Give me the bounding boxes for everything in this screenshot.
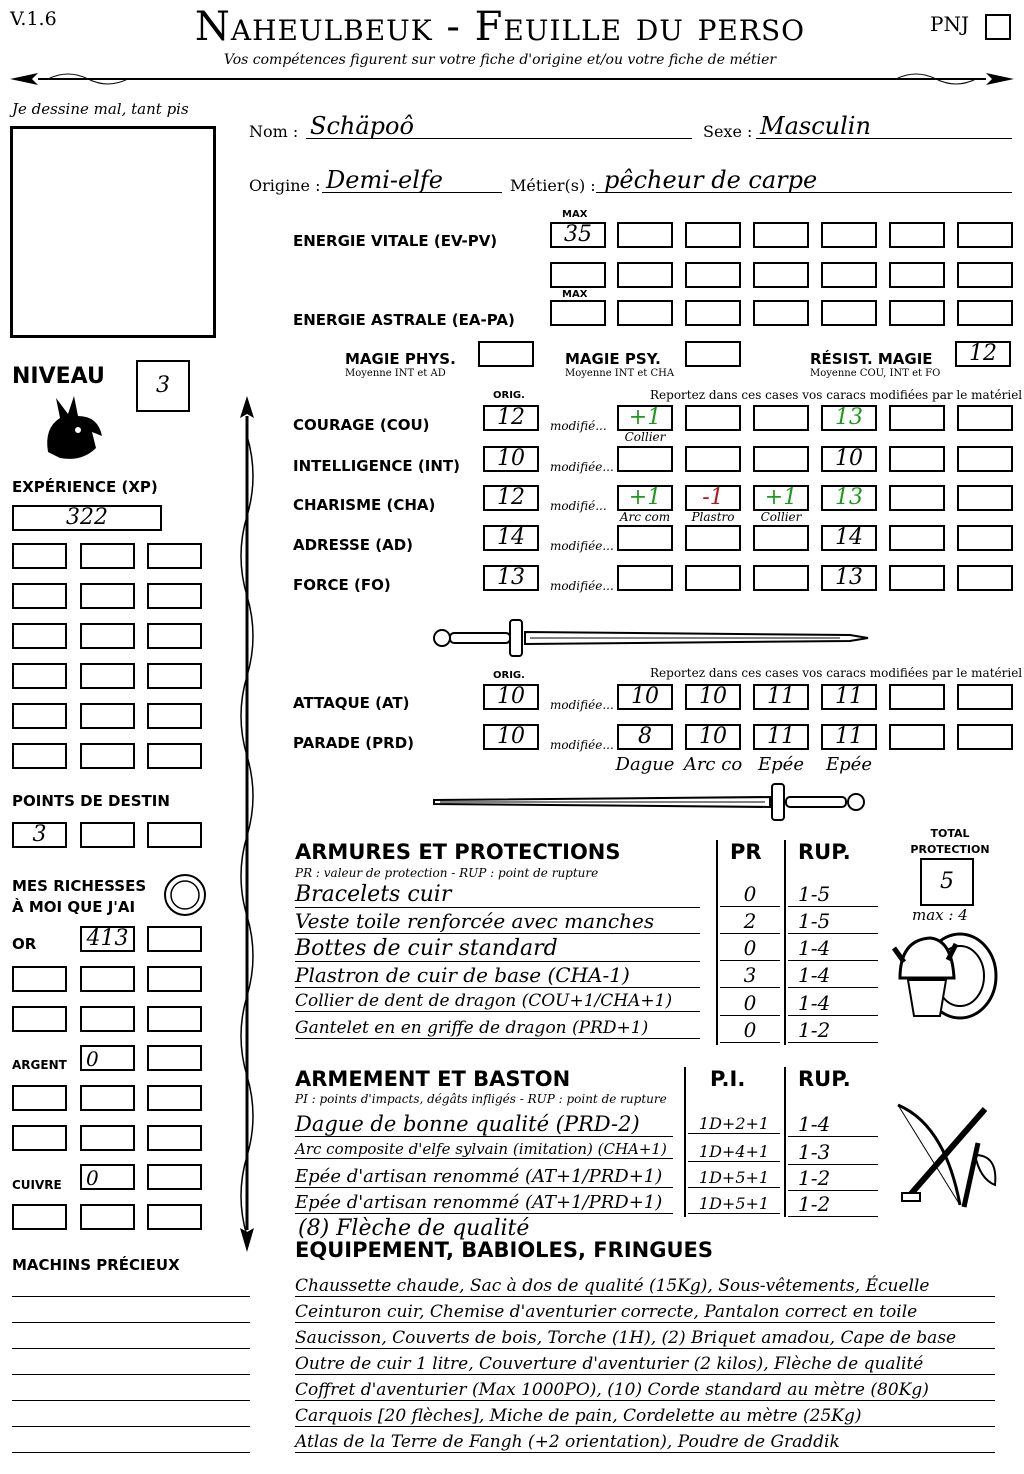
weapons-icon xyxy=(890,1095,1005,1215)
ev-box[interactable] xyxy=(889,222,945,248)
xp-box[interactable] xyxy=(12,543,67,569)
armures-note: PR : valeur de protection - RUP : point de rupture xyxy=(295,866,599,880)
destin-value: 3 xyxy=(32,822,47,847)
arme-item[interactable] xyxy=(295,1166,673,1188)
armement-note: PI : points d'impacts, dégâts infligés - RUP : point de rupture xyxy=(295,1092,667,1106)
destin-box-2[interactable] xyxy=(80,822,135,848)
ev-box[interactable] xyxy=(685,262,741,288)
helmet-shield-icon xyxy=(890,928,1000,1023)
ea-box[interactable] xyxy=(753,300,809,326)
stat-orig-box[interactable] xyxy=(483,405,539,431)
stat-label: INTELLIGENCE (INT) xyxy=(293,457,460,475)
arme-name: Epée d'artisan renommé (AT+1/PRD+1) xyxy=(295,1166,663,1187)
stat-modifie-label: modifiée... xyxy=(550,579,614,593)
stat-mod-value: +1 xyxy=(764,485,798,510)
magie-phys-label: MAGIE PHYS. xyxy=(345,350,456,368)
or-label: OR xyxy=(12,935,37,953)
argent-box-8[interactable] xyxy=(147,1125,202,1151)
stat-mod-box[interactable] xyxy=(957,525,1013,551)
metier-label: Métier(s) : xyxy=(510,176,596,195)
stat-mod-box[interactable] xyxy=(821,485,877,511)
equipement-text: Coffret d'aventurier (Max 1000PO), (10) Corde standard au mètre (80Kg) xyxy=(295,1380,929,1400)
combat-orig-box[interactable] xyxy=(483,724,539,750)
armure-pr: 2 xyxy=(720,909,780,934)
arme-item[interactable] xyxy=(295,1140,673,1159)
origine-label: Origine : xyxy=(249,176,321,195)
stat-orig-value: 12 xyxy=(497,485,525,510)
ea-max-label: MAX xyxy=(562,289,588,300)
combat-mod-box[interactable] xyxy=(889,684,945,710)
origine-field[interactable] xyxy=(322,166,502,193)
or-box-3[interactable] xyxy=(12,966,67,992)
stat-mod-box[interactable] xyxy=(957,485,1013,511)
spear-divider-icon xyxy=(8,68,1016,90)
armures-divider xyxy=(716,840,718,1045)
stat-mod-box[interactable] xyxy=(753,405,809,431)
armure-pr: 0 xyxy=(720,991,780,1016)
equipement-text: Saucisson, Couverts de bois, Torche (1H), (2) Briquet amadou, Cape de base xyxy=(295,1328,957,1348)
stat-mod-box[interactable] xyxy=(889,565,945,591)
armure-item[interactable] xyxy=(295,882,700,908)
equipement-text: Carquois [20 flèches], Miche de pain, Cordelette au mètre (25Kg) xyxy=(295,1406,862,1426)
magie-psy-label: MAGIE PSY. xyxy=(565,350,661,368)
stat-mod-box[interactable] xyxy=(889,485,945,511)
resist-magie-value: 12 xyxy=(969,341,997,366)
combat-mod-box[interactable] xyxy=(821,724,877,750)
total-protection-box[interactable] xyxy=(920,858,974,906)
cuivre-box-3[interactable] xyxy=(12,1204,67,1230)
ev-box[interactable] xyxy=(821,262,877,288)
staff-icon xyxy=(232,396,262,1252)
stat-label: ADRESSE (AD) xyxy=(293,536,414,554)
stat-modifie-label: modifiée... xyxy=(550,460,614,474)
xp-box[interactable] xyxy=(12,703,67,729)
ev-box[interactable] xyxy=(550,262,606,288)
stat-modifie-label: modifié... xyxy=(550,419,607,433)
ea-box[interactable] xyxy=(617,300,673,326)
ev-max-box[interactable] xyxy=(550,222,606,248)
nom-value: Schäpoô xyxy=(310,112,414,140)
arme-rup: 1-4 xyxy=(788,1112,878,1137)
armure-name: Bracelets cuir xyxy=(295,882,452,907)
xp-box[interactable] xyxy=(12,583,67,609)
arme-pi: 1D+2+1 xyxy=(688,1114,780,1134)
sword-icon xyxy=(430,618,870,658)
stat-mod-box[interactable] xyxy=(889,525,945,551)
stat-mod-value: +1 xyxy=(628,485,662,510)
niveau-box[interactable] xyxy=(136,360,190,412)
combat-orig-value: 10 xyxy=(497,684,525,709)
stat-orig-box[interactable] xyxy=(483,565,539,591)
ev-box[interactable] xyxy=(753,262,809,288)
stat-orig-value: 10 xyxy=(497,446,525,471)
equipement-title: EQUIPEMENT, BABIOLES, FRINGUES xyxy=(295,1238,713,1262)
resist-magie-label: RÉSIST. MAGIE xyxy=(810,350,933,368)
xp-box[interactable] xyxy=(80,543,135,569)
nom-label: Nom : xyxy=(249,122,299,141)
metier-value: pêcheur de carpe xyxy=(604,166,818,194)
combat-modifie-label: modifiée... xyxy=(550,738,614,752)
armure-pr: 0 xyxy=(720,936,780,961)
combat-mod-value: 8 xyxy=(638,724,652,749)
arme-pi: 1D+5+1 xyxy=(688,1194,780,1214)
destin-box[interactable] xyxy=(12,822,67,848)
argent-label: ARGENT xyxy=(12,1058,67,1072)
stat-mod-box[interactable] xyxy=(753,565,809,591)
stat-mod-box[interactable] xyxy=(617,525,673,551)
niveau-value: 3 xyxy=(156,373,170,398)
combat-mod-value: 10 xyxy=(699,724,727,749)
argent-box[interactable] xyxy=(80,1045,135,1071)
combat-mod-value: 10 xyxy=(631,684,659,709)
sexe-value: Masculin xyxy=(760,112,871,140)
xp-box[interactable] xyxy=(80,583,135,609)
pnj-label: PNJ xyxy=(930,12,969,36)
ev-max-label: MAX xyxy=(562,209,588,220)
resist-magie-box[interactable] xyxy=(955,341,1011,367)
equipement-text: Outre de cuir 1 litre, Couverture d'aventurier (2 kilos), Flèche de qualité xyxy=(295,1354,924,1374)
arme-item[interactable] xyxy=(295,1192,673,1214)
armure-item[interactable] xyxy=(295,963,700,988)
stat-mod-box[interactable] xyxy=(889,405,945,431)
report-note-combat: Reportez dans ces cases vos caracs modifiées par le matériel xyxy=(650,666,1023,680)
combat-label: ATTAQUE (AT) xyxy=(293,694,410,712)
weapon-note: Arc co xyxy=(683,754,743,775)
stat-orig-box[interactable] xyxy=(483,485,539,511)
stat-mod-box[interactable] xyxy=(685,485,741,511)
armure-item[interactable] xyxy=(295,1018,700,1039)
armure-item[interactable] xyxy=(295,936,700,962)
argent-box-7[interactable] xyxy=(80,1125,135,1151)
armure-item[interactable] xyxy=(295,991,700,1012)
stat-mod-box[interactable] xyxy=(821,446,877,472)
subtitle: Vos compétences figurent sur votre fiche d'origine et/ou votre fiche de métier xyxy=(223,52,777,68)
stat-note: Collier xyxy=(760,510,802,524)
ev-box[interactable] xyxy=(753,222,809,248)
cuivre-label: CUIVRE xyxy=(12,1178,62,1192)
magie-phys-note: Moyenne INT et AD xyxy=(345,368,446,379)
armure-name: Collier de dent de dragon (COU+1/CHA+1) xyxy=(295,991,673,1011)
stat-mod-box[interactable] xyxy=(617,485,673,511)
machins-line[interactable] xyxy=(12,1348,250,1349)
weapon-note: Dague xyxy=(615,754,675,775)
stat-mod-box[interactable] xyxy=(685,525,741,551)
stat-mod-box[interactable] xyxy=(617,565,673,591)
combat-mod-value: 11 xyxy=(835,684,863,709)
argent-box-3[interactable] xyxy=(12,1085,67,1111)
portrait-box[interactable] xyxy=(10,126,216,338)
equipement-line[interactable] xyxy=(295,1302,995,1323)
cuivre-value: 0 xyxy=(86,1166,99,1190)
arme-item[interactable] xyxy=(295,1112,673,1137)
arme-name: Dague de bonne qualité (PRD-2) xyxy=(295,1112,640,1136)
total-protection-label: TOTAL PROTECTION xyxy=(910,827,990,856)
argent-box-4[interactable] xyxy=(80,1085,135,1111)
armure-pr: 3 xyxy=(720,963,780,988)
argent-box-6[interactable] xyxy=(12,1125,67,1151)
ev-max-value: 35 xyxy=(564,222,592,247)
origine-value: Demi-elfe xyxy=(326,166,443,194)
combat-mod-value: 10 xyxy=(699,684,727,709)
armement-pi-label: P.I. xyxy=(710,1067,746,1091)
ea-max-box[interactable] xyxy=(550,300,606,326)
ev-box[interactable] xyxy=(617,222,673,248)
xp-box[interactable] xyxy=(80,623,135,649)
stat-mod-value: 13 xyxy=(835,485,863,510)
combat-mod-box[interactable] xyxy=(685,684,741,710)
stat-mod-box[interactable] xyxy=(685,405,741,431)
ea-box[interactable] xyxy=(889,300,945,326)
combat-mod-box[interactable] xyxy=(957,684,1013,710)
stat-mod-box[interactable] xyxy=(617,446,673,472)
cuivre-box-5[interactable] xyxy=(147,1204,202,1230)
xp-value: 322 xyxy=(66,505,108,530)
or-box-4[interactable] xyxy=(80,966,135,992)
armure-name: Bottes de cuir standard xyxy=(295,936,558,961)
combat-mod-box[interactable] xyxy=(753,724,809,750)
dragon-icon xyxy=(40,392,106,464)
xp-box[interactable] xyxy=(12,505,162,531)
arme-rup: 1-3 xyxy=(788,1140,878,1165)
stat-mod-box[interactable] xyxy=(685,446,741,472)
xp-box[interactable] xyxy=(147,703,202,729)
page-title: Naheulbeuk - Feuille du perso xyxy=(194,4,806,50)
argent-box-2[interactable] xyxy=(147,1045,202,1071)
stat-mod-box[interactable] xyxy=(753,446,809,472)
cuivre-box-2[interactable] xyxy=(147,1164,202,1190)
richesses-label: MES RICHESSES À MOI QUE J'AI xyxy=(12,877,147,916)
xp-box[interactable] xyxy=(147,623,202,649)
stat-label: CHARISME (CHA) xyxy=(293,496,436,514)
armure-pr: 0 xyxy=(720,1018,780,1043)
magie-psy-box[interactable] xyxy=(685,341,741,367)
combat-mod-value: 11 xyxy=(767,684,795,709)
armure-rup: 1-2 xyxy=(788,1018,878,1043)
armement-extra: (8) Flèche de qualité xyxy=(298,1216,530,1241)
machins-line[interactable] xyxy=(12,1322,250,1323)
xp-box[interactable] xyxy=(80,743,135,769)
xp-box[interactable] xyxy=(80,703,135,729)
xp-box[interactable] xyxy=(147,743,202,769)
stat-mod-box[interactable] xyxy=(957,405,1013,431)
niveau-label: NIVEAU xyxy=(12,364,105,389)
armement-rup-label: RUP. xyxy=(798,1067,851,1091)
stat-mod-value: 13 xyxy=(835,565,863,590)
or-value: 413 xyxy=(86,926,129,951)
xp-box[interactable] xyxy=(147,583,202,609)
armement-divider xyxy=(684,1067,686,1217)
argent-value: 0 xyxy=(86,1047,99,1071)
combat-mod-box[interactable] xyxy=(821,684,877,710)
stat-mod-box[interactable] xyxy=(957,565,1013,591)
cuivre-box-4[interactable] xyxy=(80,1204,135,1230)
ev-label: ENERGIE VITALE (EV-PV) xyxy=(293,232,498,250)
orig-label-combat: ORIG. xyxy=(493,670,525,681)
equipement-text: Atlas de la Terre de Fangh (+2 orientation), Poudre de Graddik xyxy=(295,1432,840,1452)
stat-orig-value: 12 xyxy=(497,405,525,430)
stat-mod-value: -1 xyxy=(702,485,724,510)
stat-mod-box[interactable] xyxy=(821,525,877,551)
equipement-line[interactable] xyxy=(295,1406,995,1427)
armement-title: ARMEMENT ET BASTON xyxy=(295,1067,571,1091)
equipement-text: Chaussette chaude, Sac à dos de qualité (15Kg), Sous-vêtements, Écuelle xyxy=(295,1276,930,1296)
stat-modifie-label: modifié... xyxy=(550,499,607,513)
stat-mod-box[interactable] xyxy=(617,405,673,431)
cuivre-box[interactable] xyxy=(80,1164,135,1190)
armure-name: Veste toile renforcée avec manches xyxy=(295,909,655,933)
equipement-line[interactable] xyxy=(295,1328,995,1349)
arme-rup: 1-2 xyxy=(788,1166,878,1191)
destin-box-3[interactable] xyxy=(147,822,202,848)
or-box-2[interactable] xyxy=(147,926,202,952)
stat-mod-box[interactable] xyxy=(821,405,877,431)
coin-icon xyxy=(162,872,208,918)
ea-box[interactable] xyxy=(957,300,1013,326)
sexe-field[interactable] xyxy=(756,112,1012,139)
arme-pi: 1D+5+1 xyxy=(688,1168,780,1188)
stat-mod-value: +1 xyxy=(628,405,662,430)
machins-line[interactable] xyxy=(12,1452,250,1453)
combat-mod-box[interactable] xyxy=(617,684,673,710)
report-note: Reportez dans ces cases vos caracs modifiées par le matériel xyxy=(650,388,1023,402)
ea-label: ENERGIE ASTRALE (EA-PA) xyxy=(293,311,515,329)
magie-phys-box[interactable] xyxy=(478,341,534,367)
stat-label: COURAGE (COU) xyxy=(293,416,430,434)
armure-rup: 1-4 xyxy=(788,936,878,961)
stat-note: Plastro xyxy=(691,510,735,524)
stat-mod-box[interactable] xyxy=(685,565,741,591)
combat-mod-value: 11 xyxy=(767,724,795,749)
nom-field[interactable] xyxy=(306,112,692,139)
weapon-note: Epée xyxy=(758,754,804,775)
magie-psy-note: Moyenne INT et CHA xyxy=(565,368,675,379)
stat-modifie-label: modifiée... xyxy=(550,539,614,553)
max-note: max : 4 xyxy=(912,906,968,924)
combat-orig-value: 10 xyxy=(497,724,525,749)
armures-title: ARMURES ET PROTECTIONS xyxy=(295,840,621,864)
equipement-line[interactable] xyxy=(295,1354,995,1375)
combat-mod-box[interactable] xyxy=(685,724,741,750)
arme-name: Epée d'artisan renommé (AT+1/PRD+1) xyxy=(295,1192,663,1213)
ea-box[interactable] xyxy=(685,300,741,326)
armure-rup: 1-5 xyxy=(788,909,878,934)
stat-note: Collier xyxy=(624,430,666,444)
arme-rup: 1-2 xyxy=(788,1192,878,1217)
armement-divider xyxy=(784,1067,786,1217)
sword-icon xyxy=(430,782,870,822)
armure-name: Gantelet en en griffe de dragon (PRD+1) xyxy=(295,1018,649,1038)
sexe-label: Sexe : xyxy=(703,122,753,141)
or-box-7[interactable] xyxy=(80,1006,135,1032)
stat-orig-value: 14 xyxy=(497,525,525,550)
xp-box[interactable] xyxy=(12,623,67,649)
ev-box[interactable] xyxy=(821,222,877,248)
or-box-6[interactable] xyxy=(12,1006,67,1032)
combat-mod-box[interactable] xyxy=(753,684,809,710)
resist-magie-note: Moyenne COU, INT et FO xyxy=(810,368,941,379)
version: V.1.6 xyxy=(10,8,57,30)
armure-rup: 1-4 xyxy=(788,963,878,988)
ev-box[interactable] xyxy=(957,262,1013,288)
combat-modifie-label: modifiée... xyxy=(550,698,614,712)
metier-field[interactable] xyxy=(596,166,1012,193)
stat-mod-box[interactable] xyxy=(821,565,877,591)
combat-label: PARADE (PRD) xyxy=(293,734,415,752)
machins-line[interactable] xyxy=(12,1374,250,1375)
ev-box[interactable] xyxy=(889,262,945,288)
armure-rup: 1-4 xyxy=(788,991,878,1016)
arme-name: Arc composite d'elfe sylvain (imitation) (CHA+1) xyxy=(295,1140,667,1158)
xp-box[interactable] xyxy=(147,663,202,689)
argent-box-5[interactable] xyxy=(147,1085,202,1111)
combat-mod-box[interactable] xyxy=(617,724,673,750)
stat-orig-box[interactable] xyxy=(483,446,539,472)
ev-box[interactable] xyxy=(957,222,1013,248)
stat-mod-box[interactable] xyxy=(889,446,945,472)
armures-rup-label: RUP. xyxy=(798,840,851,864)
total-protection-value: 5 xyxy=(940,869,954,894)
ea-box[interactable] xyxy=(821,300,877,326)
armures-pr-label: PR xyxy=(730,840,762,864)
equipement-text: Ceinturon cuir, Chemise d'aventurier correcte, Pantalon correct en toile xyxy=(295,1302,918,1322)
armure-item[interactable] xyxy=(295,909,700,934)
or-box-5[interactable] xyxy=(147,966,202,992)
stat-mod-box[interactable] xyxy=(753,485,809,511)
arme-pi: 1D+4+1 xyxy=(688,1142,780,1162)
equipement-line[interactable] xyxy=(295,1276,995,1297)
stat-mod-box[interactable] xyxy=(753,525,809,551)
stat-mod-value: 14 xyxy=(835,525,863,550)
xp-label: EXPÉRIENCE (XP) xyxy=(12,478,158,496)
combat-mod-box[interactable] xyxy=(889,724,945,750)
xp-box[interactable] xyxy=(147,543,202,569)
or-box-8[interactable] xyxy=(147,1006,202,1032)
armure-rup: 1-5 xyxy=(788,882,878,907)
xp-box[interactable] xyxy=(12,743,67,769)
stat-label: FORCE (FO) xyxy=(293,576,391,594)
ev-box[interactable] xyxy=(617,262,673,288)
combat-orig-box[interactable] xyxy=(483,684,539,710)
equipement-line[interactable] xyxy=(295,1432,995,1453)
equipement-line[interactable] xyxy=(295,1380,995,1401)
or-box[interactable] xyxy=(80,926,135,952)
xp-box[interactable] xyxy=(12,663,67,689)
armures-divider xyxy=(784,840,786,1045)
stat-orig-box[interactable] xyxy=(483,525,539,551)
pnj-checkbox[interactable] xyxy=(985,14,1011,40)
stat-mod-box[interactable] xyxy=(957,446,1013,472)
machins-line[interactable] xyxy=(12,1426,250,1427)
xp-box[interactable] xyxy=(80,663,135,689)
stat-note: Arc com xyxy=(619,510,671,524)
stat-mod-value: 10 xyxy=(835,446,863,471)
stat-orig-value: 13 xyxy=(497,565,525,590)
combat-mod-box[interactable] xyxy=(957,724,1013,750)
armure-pr: 0 xyxy=(720,882,780,907)
machins-line[interactable] xyxy=(12,1400,250,1401)
destin-label: POINTS DE DESTIN xyxy=(12,792,170,810)
weapon-note: Epée xyxy=(826,754,872,775)
stat-mod-value: 13 xyxy=(835,405,863,430)
machins-line[interactable] xyxy=(12,1296,250,1297)
combat-mod-value: 11 xyxy=(835,724,863,749)
orig-label: ORIG. xyxy=(493,390,525,401)
portrait-caption: Je dessine mal, tant pis xyxy=(12,100,189,118)
machins-label: MACHINS PRÉCIEUX xyxy=(12,1256,180,1274)
armure-name: Plastron de cuir de base (CHA-1) xyxy=(295,963,630,987)
ev-box[interactable] xyxy=(685,222,741,248)
